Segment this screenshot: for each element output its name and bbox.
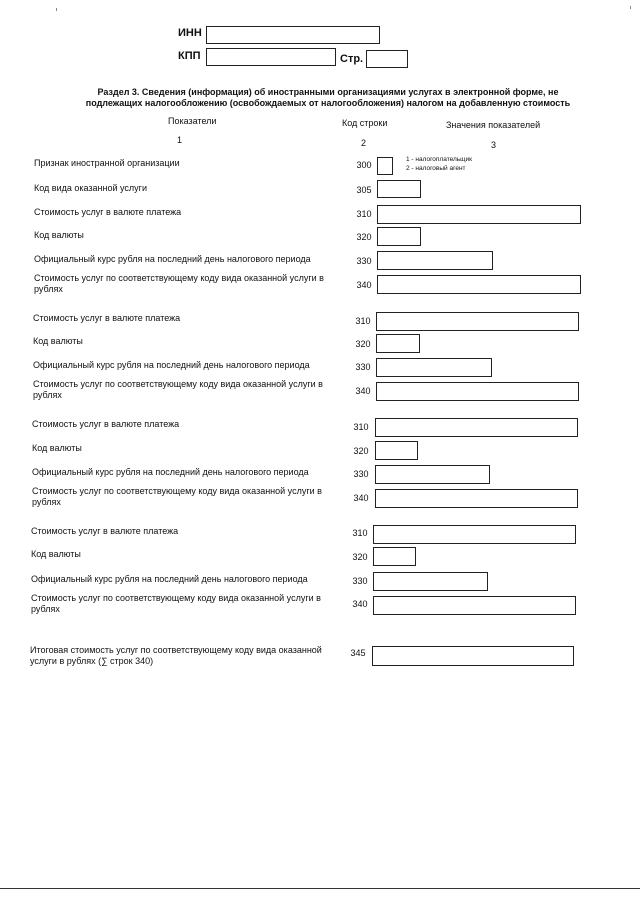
total-row-code: 345 [350, 648, 366, 658]
row-label: Официальный курс рубля на последний день налогового периода [34, 254, 311, 264]
row-label: Официальный курс рубля на последний день налогового периода [31, 574, 308, 584]
row-code: 300 [356, 160, 372, 170]
row-code: 320 [352, 552, 368, 562]
section-title-line2: подлежащих налогообложению (освобождаемых от налогообложения) налогом на добавленную стоимость [85, 98, 571, 108]
total-cost-in-rubles-field[interactable] [372, 646, 574, 666]
cost-in-currency-field[interactable] [376, 312, 579, 331]
currency-code-field[interactable] [376, 334, 420, 353]
exchange-rate-field[interactable] [376, 358, 492, 377]
foreign-org-sign-field[interactable] [377, 157, 393, 175]
row-code: 330 [355, 362, 371, 372]
exchange-rate-field[interactable] [373, 572, 488, 591]
cost-in-currency-field[interactable] [373, 525, 576, 544]
column-header-values: Значения показателей [446, 120, 541, 130]
row-code: 330 [352, 576, 368, 586]
scan-mark [56, 8, 57, 11]
scan-mark [630, 6, 631, 9]
row-label: Код валюты [31, 549, 81, 559]
row-label: Стоимость услуг по соответствующему коду вида оказанной услуги в рублях [32, 486, 322, 507]
column-number-2: 2 [361, 138, 367, 148]
row-code: 310 [353, 422, 369, 432]
cost-in-rubles-field[interactable] [373, 596, 576, 615]
exchange-rate-field[interactable] [377, 251, 493, 270]
row-label: Официальный курс рубля на последний день налогового периода [33, 360, 310, 370]
column-number-1: 1 [177, 135, 183, 145]
column-number-3: 3 [491, 140, 497, 150]
row-label: Стоимость услуг в валюте платежа [31, 526, 179, 536]
row-code: 330 [353, 469, 369, 479]
cost-in-currency-field[interactable] [375, 418, 578, 437]
currency-code-field[interactable] [377, 227, 421, 246]
kpp-label: КПП [178, 50, 201, 62]
currency-code-field[interactable] [373, 547, 416, 566]
row-code: 310 [355, 316, 371, 326]
row-label: Стоимость услуг в валюте платежа [32, 419, 180, 429]
exchange-rate-field[interactable] [375, 465, 490, 484]
cost-in-rubles-field[interactable] [375, 489, 578, 508]
inn-field[interactable] [206, 26, 380, 44]
page-number-field[interactable] [366, 50, 408, 68]
row-label: Стоимость услуг в валюте платежа [33, 313, 181, 323]
cost-in-currency-field[interactable] [377, 205, 581, 224]
row-code: 320 [355, 339, 371, 349]
row-label: Код валюты [34, 230, 84, 240]
row-code: 310 [356, 209, 372, 219]
row-label: Код вида оказанной услуги [34, 183, 147, 193]
column-header-indicators: Показатели [168, 116, 217, 126]
row-label: Стоимость услуг в валюте платежа [34, 207, 182, 217]
section-title-line1: Раздел 3. Сведения (информация) об иностранными организациями услугах в электронной форме, не [97, 87, 559, 97]
row-label: Код валюты [33, 336, 83, 346]
row-label: Признак иностранной организации [34, 158, 180, 168]
legend-option-2: 2 - налоговый агент [406, 165, 466, 172]
inn-label: ИНН [178, 27, 202, 39]
row-code: 340 [353, 493, 369, 503]
row-code: 320 [353, 446, 369, 456]
page-bottom-line [0, 888, 640, 889]
column-header-line-code: Код строки [342, 118, 388, 128]
legend-option-1: 1 - налогоплательщик [406, 156, 473, 163]
row-code: 340 [352, 599, 368, 609]
row-label: Стоимость услуг по соответствующему коду вида оказанной услуги в рублях [34, 273, 324, 294]
row-code: 340 [355, 386, 371, 396]
row-label: Официальный курс рубля на последний день налогового периода [32, 467, 309, 477]
cost-in-rubles-field[interactable] [376, 382, 579, 401]
row-code: 310 [352, 528, 368, 538]
total-row-label: Итоговая стоимость услуг по соответствующему коду вида оказанной услуги в рублях (∑ строк 340) [30, 645, 322, 666]
row-code: 340 [356, 280, 372, 290]
row-code: 305 [356, 185, 372, 195]
kpp-field[interactable] [206, 48, 336, 66]
row-label: Стоимость услуг по соответствующему коду вида оказанной услуги в рублях [31, 593, 321, 614]
service-type-code-field[interactable] [377, 180, 421, 198]
currency-code-field[interactable] [375, 441, 418, 460]
page-label: Стр. [340, 53, 364, 65]
row-label: Стоимость услуг по соответствующему коду вида оказанной услуги в рублях [33, 379, 323, 400]
row-code: 320 [356, 232, 372, 242]
row-code: 330 [356, 256, 372, 266]
cost-in-rubles-field[interactable] [377, 275, 581, 294]
row-label: Код валюты [32, 443, 82, 453]
